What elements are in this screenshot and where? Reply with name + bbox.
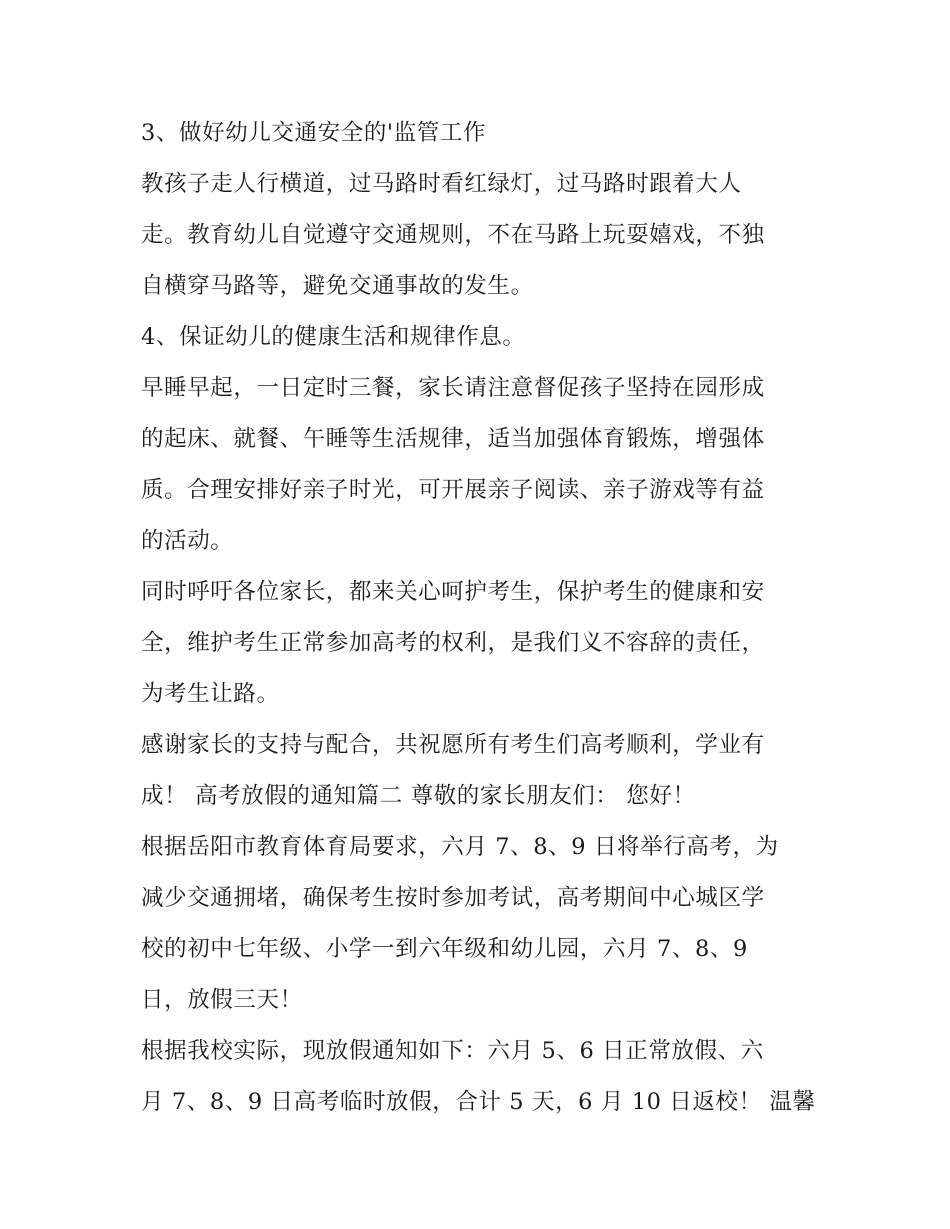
text-line: 全，维护考生正常参加高考的权利，是我们义不容辞的责任， [141,630,765,656]
text-line: 的活动。 [141,528,234,554]
text-line: 根据我校实际，现放假通知如下：六月 5、6 日正常放假、六 [141,1038,764,1064]
text-line: 日，放假三天！ [141,987,303,1013]
text-line: 感谢家长的支持与配合，共祝愿所有考生们高考顺利，学业有 [141,732,765,758]
text-line: 为考生让路。 [141,681,280,707]
text-line: 走。教育幼儿自觉遵守交通规则，不在马路上玩耍嬉戏，不独 [141,222,765,248]
document-page [141,108,821,1128]
text-line: 早睡早起，一日定时三餐，家长请注意督促孩子坚持在园形成 [141,375,765,401]
text-line: 教孩子走人行横道，过马路时看红绿灯，过马路时跟着大人 [141,171,742,197]
text-line: 自横穿马路等，避免交通事故的发生。 [141,273,534,299]
text-line: 月 7、8、9 日高考临时放假，合计 5 天，6 月 10 日返校！ 温馨 [141,1089,816,1115]
text-line: 3、做好幼儿交通安全的'监管工作 [141,120,487,146]
text-line: 减少交通拥堵，确保考生按时参加考试，高考期间中心城区学 [141,885,765,911]
text-line: 的起床、就餐、午睡等生活规律，适当加强体育锻炼，增强体 [141,426,765,452]
text-line: 4、保证幼儿的健康生活和规律作息。 [141,324,526,350]
text-line: 同时呼吁各位家长，都来关心呵护考生，保护考生的健康和安 [141,579,765,605]
text-line: 校的初中七年级、小学一到六年级和幼儿园，六月 7、8、9 [141,936,748,962]
text-line: 根据岳阳市教育体育局要求，六月 7、8、9 日将举行高考，为 [141,834,779,860]
text-line: 质。合理安排好亲子时光，可开展亲子阅读、亲子游戏等有益 [141,477,765,503]
text-line: 成！ 高考放假的通知篇二 尊敬的家长朋友们： 您好！ [141,783,696,809]
